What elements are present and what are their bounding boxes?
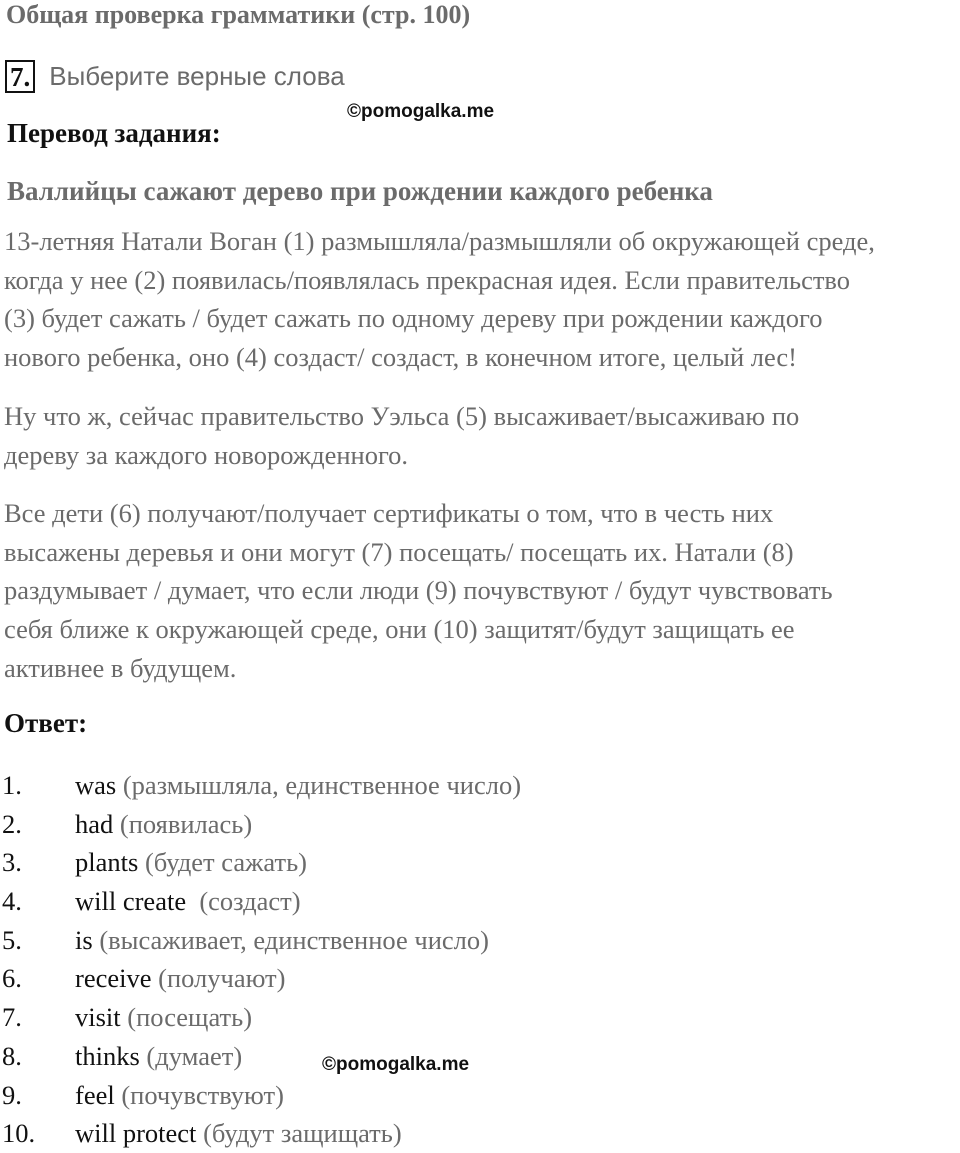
answer-number: 1.	[2, 770, 22, 800]
paragraph-line: себя ближе к окружающей среде, они (10) защитят/будут защищать ее	[4, 614, 795, 645]
page-heading: Общая проверка грамматики (стр. 100)	[6, 0, 471, 29]
answer-english: receive	[75, 963, 152, 994]
paragraph-3	[4, 494, 959, 688]
answer-english: feel	[75, 1079, 115, 1110]
answer-number: 7.	[2, 1002, 22, 1033]
paragraph-line: Ну что ж, сейчас правительство Уэльса (5) высаживает/высаживаю по	[4, 401, 800, 431]
paragraph-line: нового ребенка, оно (4) создаст/ создаст, в конечном итоге, целый лес!	[4, 342, 797, 373]
task-instruction: Выберите верные слова	[49, 60, 345, 91]
answer-english: thinks	[75, 1040, 140, 1071]
answer-number: 5.	[2, 924, 22, 955]
paragraph-line: Все дети (6) получают/получает сертификаты о том, что в честь них	[4, 498, 774, 528]
paragraph-line: активнее в будущем.	[4, 652, 237, 683]
answer-english: was	[75, 770, 117, 800]
answer-english: had	[75, 808, 114, 839]
answer-russian: (будут защищать)	[196, 1118, 402, 1149]
task-row	[5, 58, 345, 94]
task-number-box: 7.	[5, 60, 35, 93]
answer-english: plants	[75, 847, 139, 878]
answer-number: 10.	[2, 1118, 36, 1149]
watermark-top: ©pomogalka.me	[347, 101, 495, 122]
answer-number: 2.	[2, 808, 22, 839]
answer-number: 6.	[2, 963, 22, 994]
translation-label: Перевод задания:	[7, 118, 221, 148]
paragraph-2	[4, 397, 959, 474]
answer-number: 9.	[2, 1079, 22, 1110]
answer-russian: (почувствуют)	[114, 1079, 284, 1110]
paragraph-line: (3) будет сажать / будет сажать по одному дереву при рождении каждого	[4, 303, 823, 334]
answer-russian: (думает)	[139, 1040, 243, 1071]
answer-russian: (размышляла, единственное число)	[116, 770, 522, 800]
watermark-bottom: ©pomogalka.me	[322, 1054, 470, 1075]
answer-english: will protect	[75, 1118, 197, 1149]
story-title: Валлийцы сажают дерево при рождении каждого ребенка	[7, 176, 713, 206]
answer-english: visit	[75, 1002, 121, 1033]
answer-russian: (создаст)	[186, 886, 301, 917]
answer-russian: (высаживает, единственное число)	[92, 924, 489, 955]
answer-number: 8.	[2, 1040, 22, 1071]
answer-russian: (получают)	[151, 963, 286, 994]
answer-russian: (будет сажать)	[138, 847, 307, 878]
paragraph-line: 13-летняя Натали Воган (1) размышляла/размышляли об окружающей среде,	[4, 226, 875, 256]
answer-english: will create	[75, 886, 187, 917]
answer-number: 3.	[2, 847, 22, 878]
answer-russian: (посещать)	[120, 1002, 253, 1033]
answer-russian: (появилась)	[113, 808, 253, 839]
paragraph-1	[4, 222, 959, 377]
paragraph-line: когда у нее (2) появилась/появлялась прекрасная идея. Если правительство	[4, 264, 850, 295]
paragraph-line: высажены деревья и они могут (7) посещать/ посещать их. Натали (8)	[4, 536, 794, 567]
paragraph-line: раздумывает / думает, что если люди (9) почувствуют / будут чувствовать	[4, 575, 833, 606]
paragraph-line: дереву за каждого новорожденного.	[4, 439, 409, 470]
answer-label: Ответ:	[4, 708, 88, 738]
answer-english: is	[75, 924, 93, 955]
answer-number: 4.	[2, 886, 22, 917]
